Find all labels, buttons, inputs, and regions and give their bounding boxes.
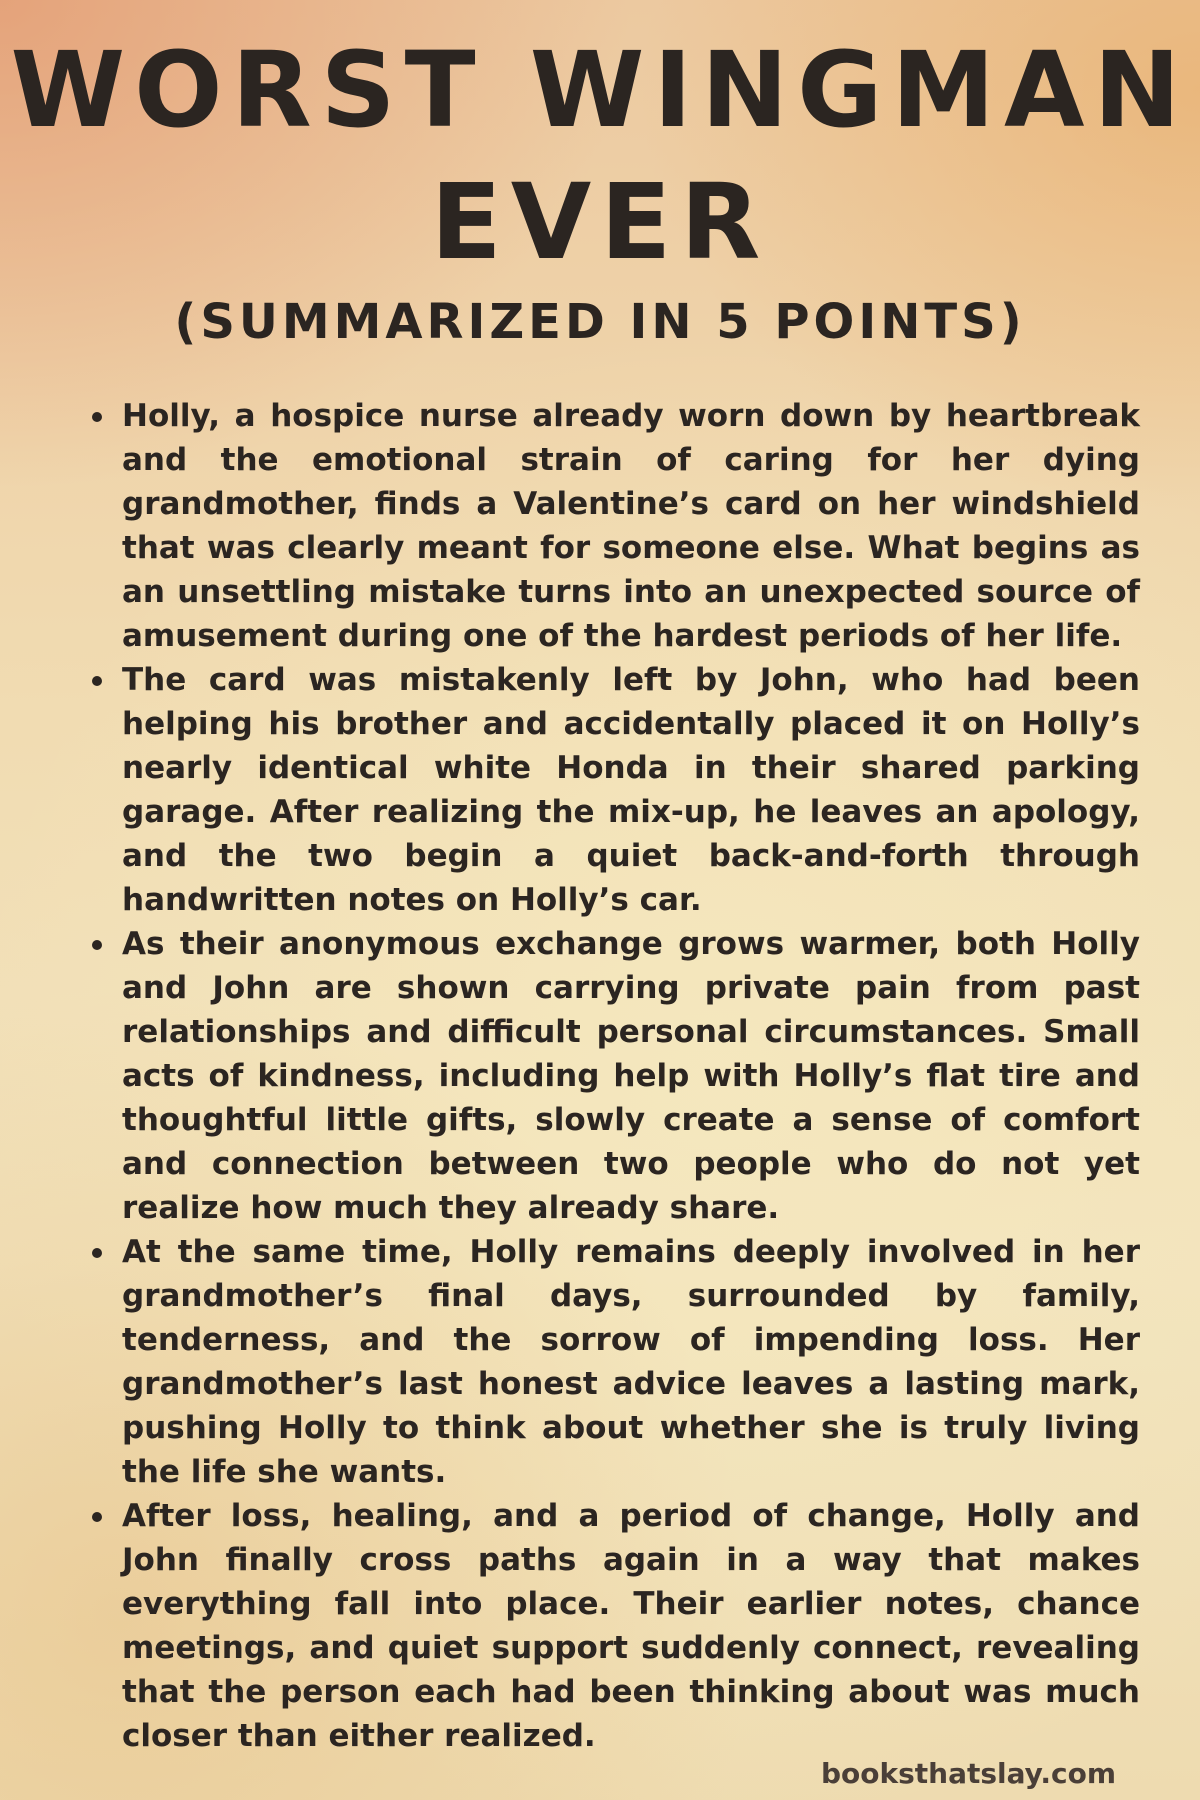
- summary-point-2: [92, 658, 1140, 922]
- title-line-2: EVER: [430, 161, 770, 283]
- summary-point-text: After loss, healing, and a period of change, Holly and John finally cross paths again in a way that makes everything fall into place. Their earlier notes, chance meetings, and quiet support suddenly connect, revealing that the person each had been thinking about was much closer than either realized.: [122, 1498, 1140, 1754]
- bullet-icon: [92, 1512, 102, 1522]
- website-credit: booksthatslay.com: [820, 1757, 1116, 1790]
- summary-point-3: [92, 922, 1140, 1230]
- summary-point-5: [92, 1494, 1140, 1758]
- summary-point-4: [92, 1230, 1140, 1494]
- title-line-1: WORST WINGMAN: [10, 29, 1190, 151]
- summary-point-text: Holly, a hospice nurse already worn down by heartbreak and the emotional strain of caring for her dying grandmother, finds a Valentine’s card on her windshield that was clearly meant for someone else. What begins as an unsettling mistake turns into an unexpected source of amusement during one of the hardest periods of her life.: [122, 398, 1140, 654]
- summary-point-text: The card was mistakenly left by John, who had been helping his brother and accidentally placed it on Holly’s nearly identical white Honda in their shared parking garage. After realizing the mix-up, he leaves an apology, and the two begin a quiet back-and-forth through handwritten notes on Holly’s car.: [122, 662, 1140, 918]
- subtitle: (SUMMARIZED IN 5 POINTS): [174, 294, 1026, 350]
- summary-point-text: As their anonymous exchange grows warmer, both Holly and John are shown carrying private pain from past relationships and difficult personal circumstances. Small acts of kindness, including help with Holly’s flat tire and thoughtful little gifts, slowly create a sense of comfort and connection between two people who do not yet realize how much they already share.: [122, 926, 1140, 1226]
- bullet-icon: [92, 940, 102, 950]
- summary-point-text: At the same time, Holly remains deeply involved in her grandmother’s final days, surrounded by family, tenderness, and the sorrow of impending loss. Her grandmother’s last honest advice leaves a lasting mark, pushing Holly to think about whether she is truly living the life she wants.: [122, 1234, 1140, 1490]
- bullet-icon: [92, 412, 102, 422]
- bullet-icon: [92, 676, 102, 686]
- bullet-icon: [92, 1248, 102, 1258]
- summary-point-1: [92, 394, 1140, 658]
- summary-points-list: [92, 394, 1140, 1758]
